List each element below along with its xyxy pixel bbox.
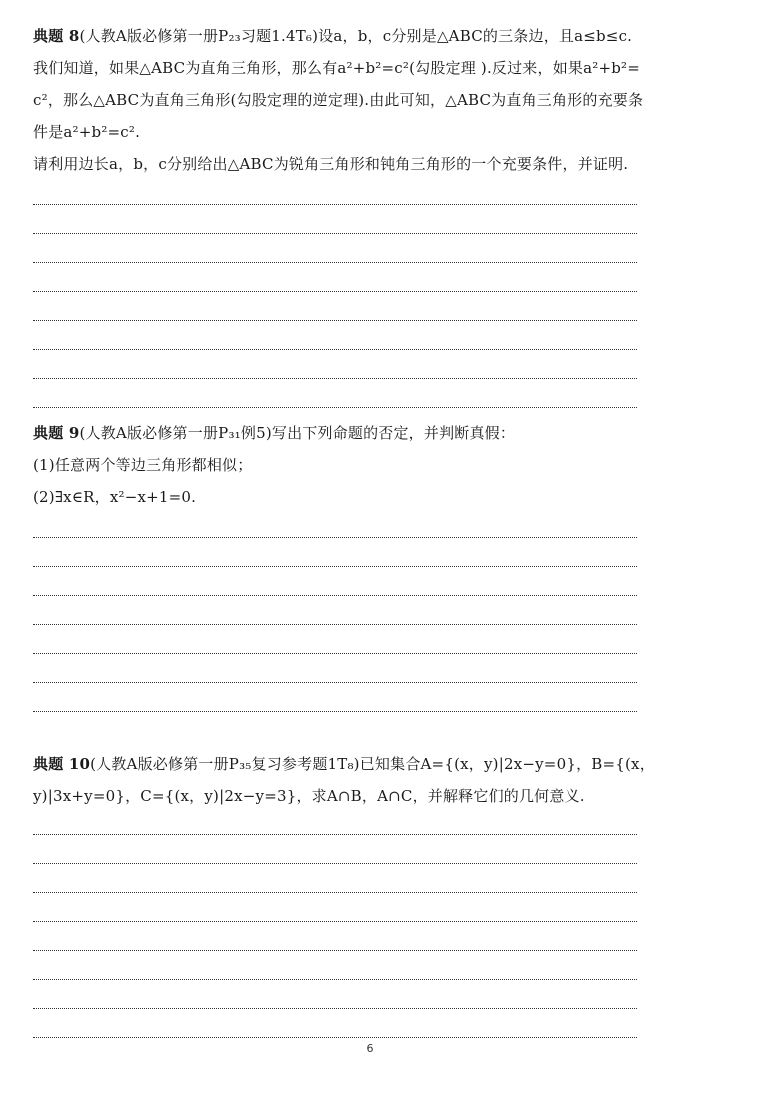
answer-line <box>33 682 637 683</box>
answer-line <box>33 204 637 205</box>
answer-line <box>33 566 637 567</box>
problem-10-line-2: y)|3x+y=0}，C={(x，y)|2x−y=3}，求A∩B，A∩C，并解释它们的几何意义. <box>33 787 585 805</box>
problem-8-line-4: 件是a²+b²=c². <box>33 123 141 141</box>
problem-9 <box>33 417 713 513</box>
answer-line <box>33 863 637 864</box>
answer-line <box>33 537 637 538</box>
answer-line <box>33 291 637 292</box>
answer-line <box>33 595 637 596</box>
answer-line <box>33 979 637 980</box>
answer-line <box>33 653 637 654</box>
problem-9-line-2: (1)任意两个等边三角形都相似； <box>33 456 253 474</box>
answer-line <box>33 834 637 835</box>
problem-10-label: 典题 10 <box>33 755 91 773</box>
problem-8-line-3: c²，那么△ABC为直角三角形(勾股定理的逆定理).由此可知，△ABC为直角三角形的充要条 <box>33 91 644 109</box>
answer-line <box>33 262 637 263</box>
problem-9-label: 典题 9 <box>33 424 80 442</box>
problem-9-line-3: (2)∃x∈R，x²−x+1=0. <box>33 488 197 506</box>
answer-line <box>33 892 637 893</box>
answer-line <box>33 349 637 350</box>
problem-9-line-1: 典题 9(人教A版必修第一册P₃₁例5)写出下列命题的否定，并判断真假： <box>33 424 516 442</box>
answer-line <box>33 233 637 234</box>
answer-line <box>33 378 637 379</box>
problem-10-line-1: 典题 10(人教A版必修第一册P₃₅复习参考题1T₈)已知集合A={(x，y)|2x−y=0}，B={(x， <box>33 755 655 773</box>
page-number: 6 <box>366 1042 374 1055</box>
answer-line <box>33 921 637 922</box>
problem-8-line-1: 典题 8(人教A版必修第一册P₂₃习题1.4T₆)设a，b，c分别是△ABC的三条边，且a≤b≤c. <box>33 27 633 45</box>
problem-8-line-5: 请利用边长a，b，c分别给出△ABC为锐角三角形和钝角三角形的一个充要条件，并证明. <box>33 155 629 173</box>
problem-10 <box>33 748 713 812</box>
answer-line <box>33 950 637 951</box>
problem-8-label: 典题 8 <box>33 27 80 45</box>
problem-8-line-2: 我们知道，如果△ABC为直角三角形，那么有a²+b²=c²(勾股定理 ).反过来，如果a²+b²= <box>33 59 641 77</box>
answer-line <box>33 624 637 625</box>
answer-line <box>33 407 637 408</box>
answer-line <box>33 320 637 321</box>
bottom-answer-line <box>33 1037 637 1038</box>
answer-line <box>33 1008 637 1009</box>
problem-8 <box>33 20 713 180</box>
answer-line <box>33 711 637 712</box>
